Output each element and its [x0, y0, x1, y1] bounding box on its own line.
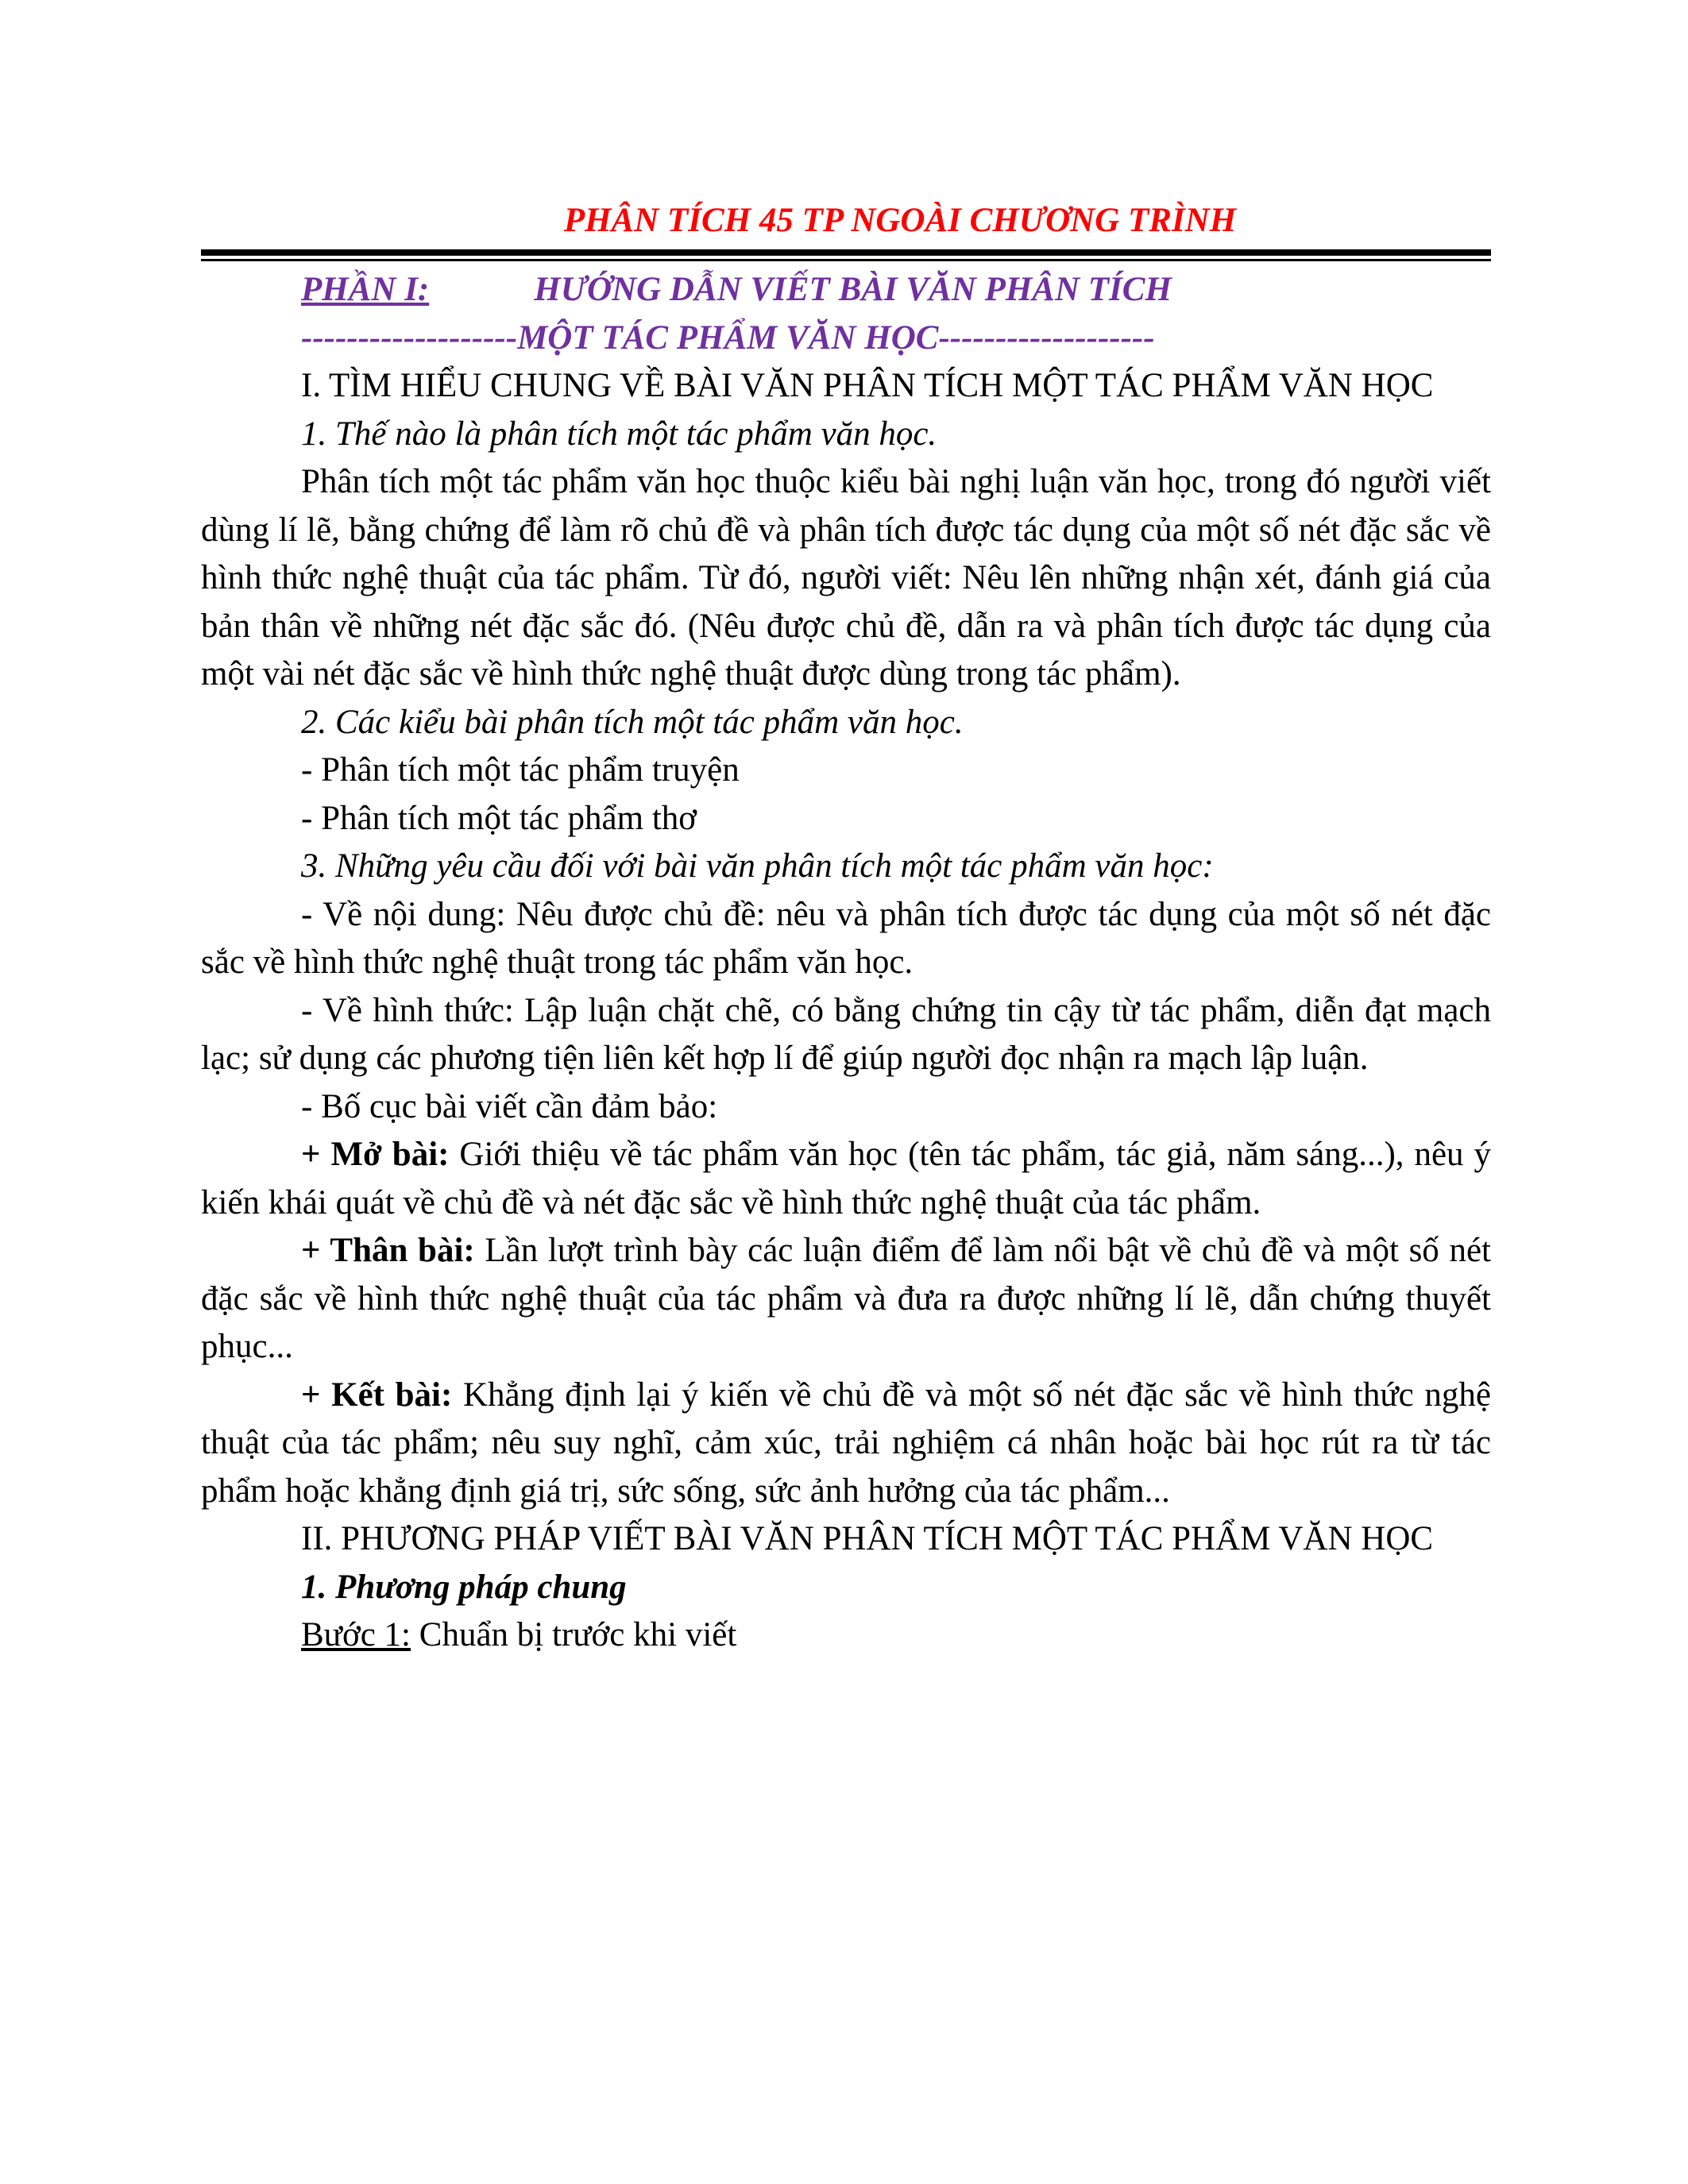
list-item: - Phân tích một tác phẩm thơ: [301, 799, 697, 837]
requirement-form: - Về hình thức: Lập luận chặt chẽ, có bằng chứng tin cậy từ tác phẩm, diễn đạt mạch lạc; sử dụng các phương tiện liên kết hợp lí để giúp người đọc nhận ra mạch lập luận.: [201, 991, 1491, 1077]
mo-bai-text: Giới thiệu về tác phẩm văn học (tên tác phẩm, tác giả, năm sáng...), nêu ý kiến khái quát về chủ đề và nét đặc sắc về hình thức nghệ thuật của tác phẩm.: [201, 1136, 1492, 1221]
step-1-text: Chuẩn bị trước khi viết: [411, 1616, 737, 1653]
list-item: - Phân tích một tác phẩm truyện: [301, 751, 740, 789]
question-1-body: Phân tích một tác phẩm văn học thuộc kiểu bài nghị luận văn học, trong đó người viết dùng lí lẽ, bằng chứng để làm rõ chủ đề và phân tích được tác dụng của một số nét đặc sắc về hình thức nghệ thuật của tác phẩm. Từ đó, người viết: Nêu lên những nhận xét, đánh giá của bản thân về những nét đặc sắc đó. (Nêu được chủ đề, dẫn ra và phân tích được tác dụng của một vài nét đặc sắc về hình thức nghệ thuật được dùng trong tác phẩm).: [201, 463, 1491, 693]
part-title: HƯỚNG DẪN VIẾT BÀI VĂN PHÂN TÍCH: [534, 271, 1172, 308]
method-heading: 1. Phương pháp chung: [301, 1568, 627, 1606]
rule-thin-line: [201, 259, 1491, 261]
ket-bai-label: + Kết bài:: [301, 1376, 453, 1414]
part-subtitle: -------------------MỘT TÁC PHẨM VĂN HỌC-------------------: [301, 319, 1155, 357]
than-bai-text: Lần lượt trình bày các luận điểm để làm nổi bật về chủ đề và một số nét đặc sắc về hình thức nghệ thuật của tác phẩm và đưa ra được những lí lẽ, dẫn chứng thuyết phục...: [201, 1232, 1491, 1365]
question-2-heading: 2. Các kiểu bài phân tích một tác phẩm văn học.: [301, 703, 964, 741]
section-1-heading: I. TÌM HIỂU CHUNG VỀ BÀI VĂN PHÂN TÍCH MỘT TÁC PHẨM VĂN HỌC: [301, 367, 1434, 404]
step-1-paragraph: [201, 1611, 1491, 1660]
document-title: PHÂN TÍCH 45 TP NGOÀI CHƯƠNG TRÌNH: [563, 202, 1237, 239]
title-double-rule: [201, 249, 1491, 265]
step-1-label: Bước 1:: [301, 1616, 411, 1653]
rule-thick-line: [201, 249, 1491, 256]
than-bai-label: + Thân bài:: [301, 1232, 475, 1269]
ket-bai-paragraph: [201, 1372, 1491, 1516]
document-page: [201, 199, 1491, 1660]
part-label: PHẦN I:: [301, 271, 430, 308]
question-1-heading: 1. Thế nào là phân tích một tác phẩm văn học.: [301, 415, 937, 453]
mo-bai-label: + Mở bài:: [301, 1136, 450, 1173]
ket-bai-text: Khẳng định lại ý kiến về chủ đề và một số nét đặc sắc về hình thức nghệ thuật của tác phẩm; nêu suy nghĩ, cảm xúc, trải nghiệm cá nhân hoặc bài học rút ra từ tác phẩm hoặc khẳng định giá trị, sức sống, sức ảnh hưởng của tác phẩm...: [201, 1376, 1491, 1510]
mo-bai-paragraph: [201, 1131, 1491, 1227]
requirement-content: - Về nội dung: Nêu được chủ đề: nêu và phân tích được tác dụng của một số nét đặc sắc về hình thức nghệ thuật trong tác phẩm văn học.: [201, 895, 1491, 981]
section-2-heading: II. PHƯƠNG PHÁP VIẾT BÀI VĂN PHÂN TÍCH MỘT TÁC PHẨM VĂN HỌC: [301, 1520, 1434, 1557]
than-bai-paragraph: [201, 1227, 1491, 1372]
requirement-layout: - Bố cục bài viết cần đảm bảo:: [301, 1087, 718, 1125]
part-heading: [201, 265, 1491, 314]
question-3-heading: 3. Những yêu cầu đối với bài văn phân tích một tác phẩm văn học:: [301, 847, 1214, 885]
